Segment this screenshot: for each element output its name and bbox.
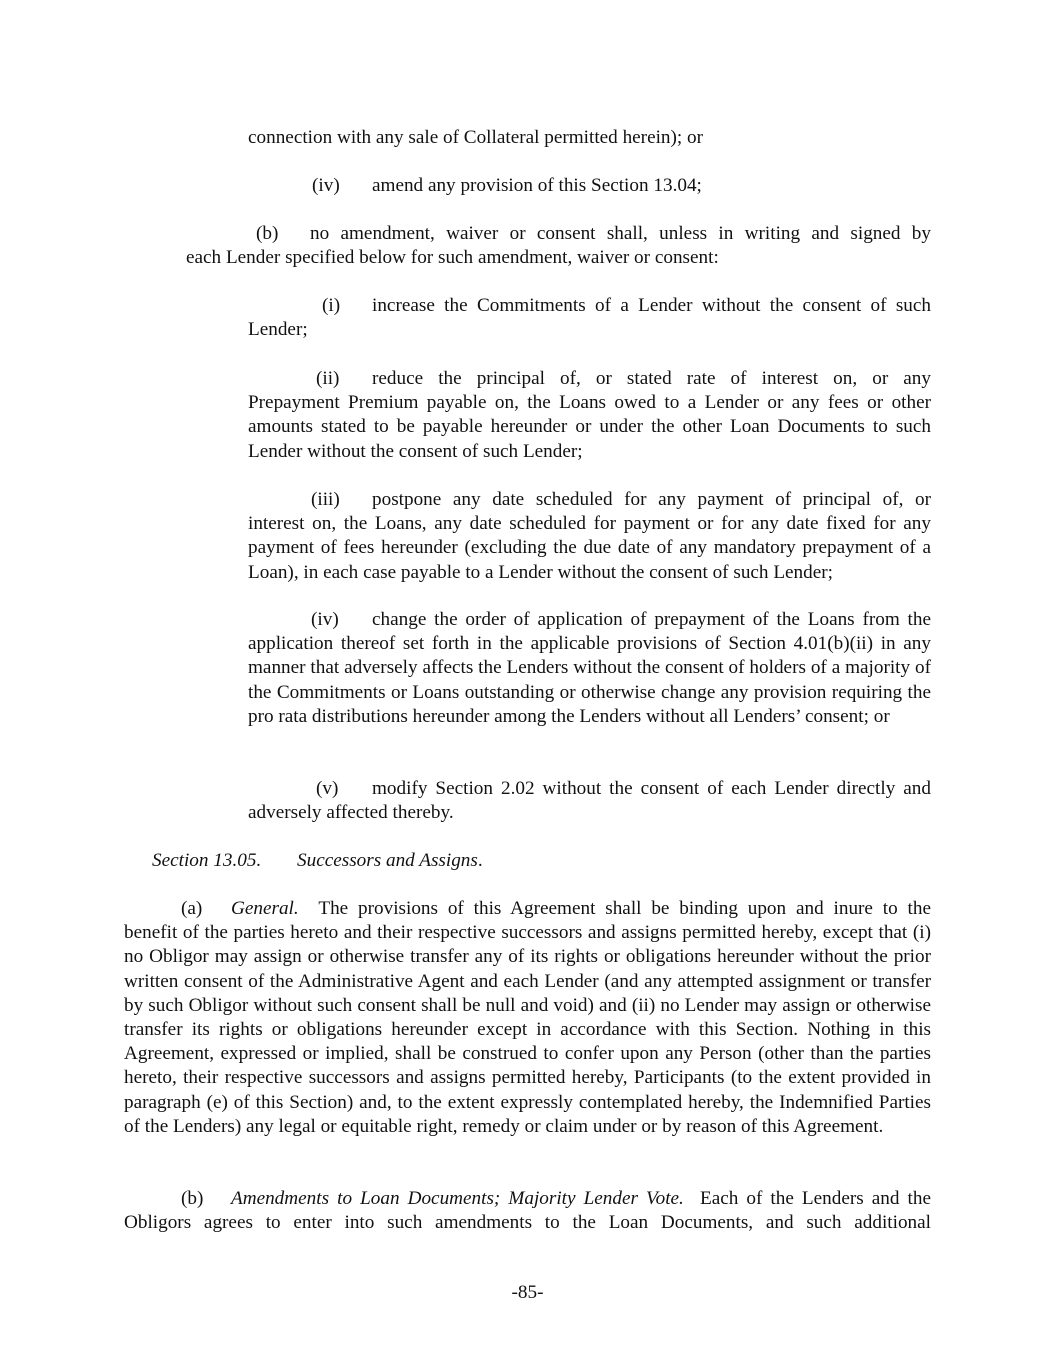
clause-number: (iv) [311, 609, 339, 630]
clause-number: (a) [181, 898, 203, 919]
section-number: Section 13.05. [152, 850, 262, 871]
paragraph-heading: Amendments to Loan Documents; Majority Lender Vote. [231, 1188, 684, 1209]
section-title: Successors and Assigns [297, 850, 478, 871]
clause-b-v: (v) modify Section 2.02 without the consent of each Lender directly and adversely affected thereby. [248, 778, 931, 824]
clause-b: (b) no amendment, waiver or consent shall, unless in writing and signed by each Lender specified below for such amendment, waiver or consent: [186, 223, 931, 269]
clause-number: (v) [316, 778, 339, 799]
clause-number: (i) [322, 295, 341, 316]
clause-b-iii: (iii) postpone any date scheduled for any payment of principal of, or interest on, the Loans, any date scheduled for payment or for any date fixed for any payment of fees hereunder (excluding the due date of any mandatory prepayment of a Loan), in each case payable to a Lender without the consent of such Lender; [248, 489, 931, 583]
page-number: -85- [511, 1282, 544, 1303]
clause-b-i: (i) increase the Commitments of a Lender without the consent of such Lender; [248, 295, 931, 341]
paragraph-b-amendments: (b) Amendments to Loan Documents; Majority Lender Vote. Each of the Lenders and the Obligors agrees to enter into such amendments to the Loan Documents, and such additional [124, 1188, 931, 1234]
clause-number: (iii) [311, 489, 340, 510]
clause-b-ii: (ii) reduce the principal of, or stated rate of interest on, or any Prepayment Premium payable on, the Loans owed to a Lender or any fees or other amounts stated to be payable hereunder or under the other Loan Documents to such Lender without the consent of such Lender; [248, 368, 931, 462]
clause-b-iv: (iv) change the order of application of prepayment of the Loans from the application thereof set forth in the applicable provisions of Section 4.01(b)(ii) in any manner that adversely affects the Lenders without the consent of holders of a majority of the Commitments or Loans outstanding or otherwise change any provision requiring the pro rata distributions hereunder among the Lenders without all Lenders’ consent; or [248, 609, 931, 727]
clause-a-iv: (iv) amend any provision of this Section 13.04; [312, 174, 932, 198]
section-heading: Section 13.05. Successors and Assigns. [152, 849, 852, 873]
paragraph-continuation: connection with any sale of Collateral permitted herein); or [248, 127, 704, 148]
clause-number: (iv) [312, 175, 340, 196]
paragraph-heading: General. [231, 898, 299, 919]
clause-number: (ii) [316, 368, 340, 389]
clause-number: (b) [181, 1188, 204, 1209]
clause-number: (b) [256, 223, 279, 244]
paragraph-a-general: (a) General. The provisions of this Agreement shall be binding upon and inure to the benefit of the parties hereto and their respective successors and assigns permitted hereby, except that (i) no Obligor may assign or otherwise transfer any of its rights or obligations hereunder without the prior written consent of the Administrative Agent and each Lender (and any attempted assignment or transfer by such Obligor without such consent shall be null and void) and (ii) no Lender may assign or otherwise transfer its rights or obligations hereunder except in accordance with this Section. Nothing in this Agreement, expressed or implied, shall be construed to confer upon any Person (other than the parties hereto, their respective successors and assigns permitted hereby, Participants (to the extent provided in paragraph (e) of this Section) and, to the extent expressly contemplated hereby, the Indemnified Parties of the Lenders) any legal or equitable right, remedy or claim under or by reason of this Agreement. [124, 898, 931, 1137]
